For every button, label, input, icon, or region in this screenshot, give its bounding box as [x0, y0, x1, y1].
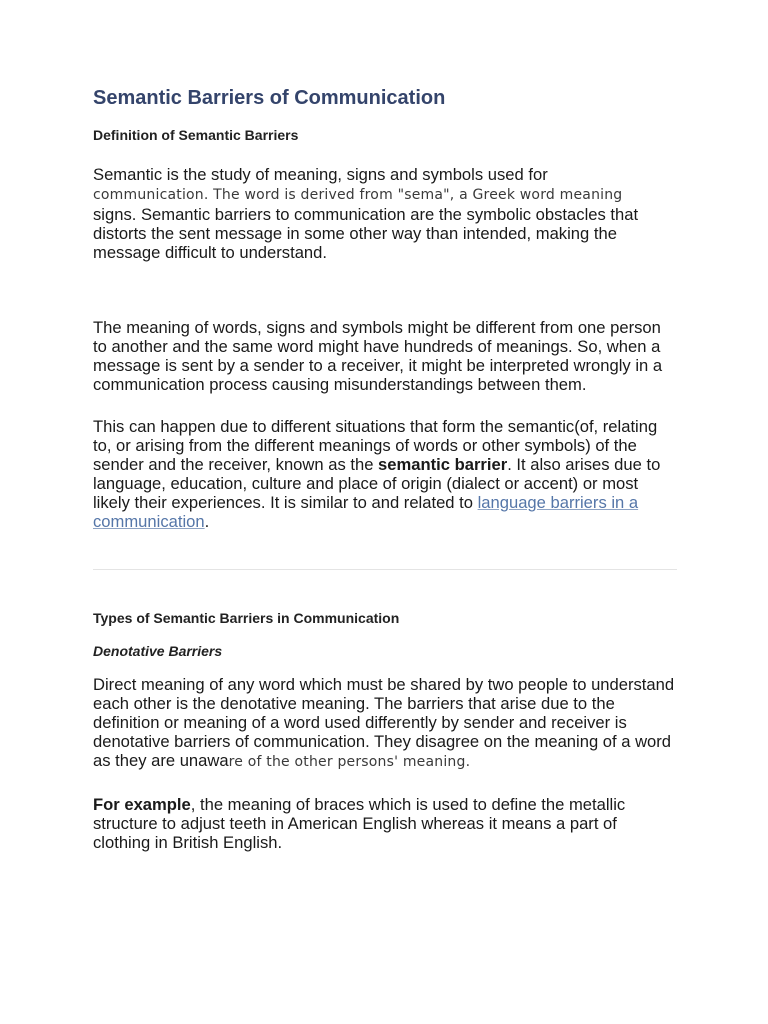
denotative-paragraph — [93, 675, 677, 772]
situations-text-end: . — [204, 512, 210, 531]
definition-line-2: communication. The word is derived from "sema", a Greek word meaning — [93, 187, 623, 203]
types-heading: Types of Semantic Barriers in Communication — [93, 610, 400, 626]
document-page — [93, 84, 677, 852]
section-divider — [93, 569, 677, 570]
definition-line-1: Semantic is the study of meaning, signs and symbols used for — [93, 165, 548, 184]
situations-text-before: This can happen due to different situations that form the semantic(of, relating to, or arising from the different meanings of words or other symbols) of the sender and the receiver, known as the — [93, 417, 658, 474]
situations-text-after: . It also arises due to language, education, culture and place of origin (dialect or accent) or most likely their experiences. It is similar to and related to — [93, 455, 661, 512]
denotative-subheading: Denotative Barriers — [93, 643, 223, 659]
example-paragraph — [93, 795, 677, 852]
language-barriers-link[interactable]: language barriers in a communication — [93, 493, 639, 531]
denotative-text-tail: re of the other persons' meaning. — [228, 754, 471, 770]
situations-paragraph — [93, 417, 677, 531]
meaning-paragraph: The meaning of words, signs and symbols might be different from one person to another and the same word might have hundreds of meanings. So, when a message is sent by a sender to a receiver, it might be interpreted wrongly in a communication process causing misunderstandings between them. — [93, 318, 663, 394]
definition-heading: Definition of Semantic Barriers — [93, 127, 299, 143]
semantic-barrier-term: semantic barrier — [378, 455, 508, 474]
denotative-text: Direct meaning of any word which must be shared by two people to understand each other is the denotative meaning. The barriers that arise due to the definition or meaning of a word used differently by sender and receiver is denotative barriers of communication. They disagree on the meaning of a word as they are unawa — [93, 675, 675, 770]
for-example-label: For example — [93, 795, 191, 814]
definition-rest: signs. Semantic barriers to communication are the symbolic obstacles that distorts the sent message in some other way than intended, making the message difficult to understand. — [93, 205, 639, 262]
example-text: , the meaning of braces which is used to define the metallic structure to adjust teeth in American English whereas it means a part of clothing in British English. — [93, 795, 626, 852]
definition-paragraph — [93, 165, 677, 262]
page-title: Semantic Barriers of Communication — [93, 87, 446, 109]
